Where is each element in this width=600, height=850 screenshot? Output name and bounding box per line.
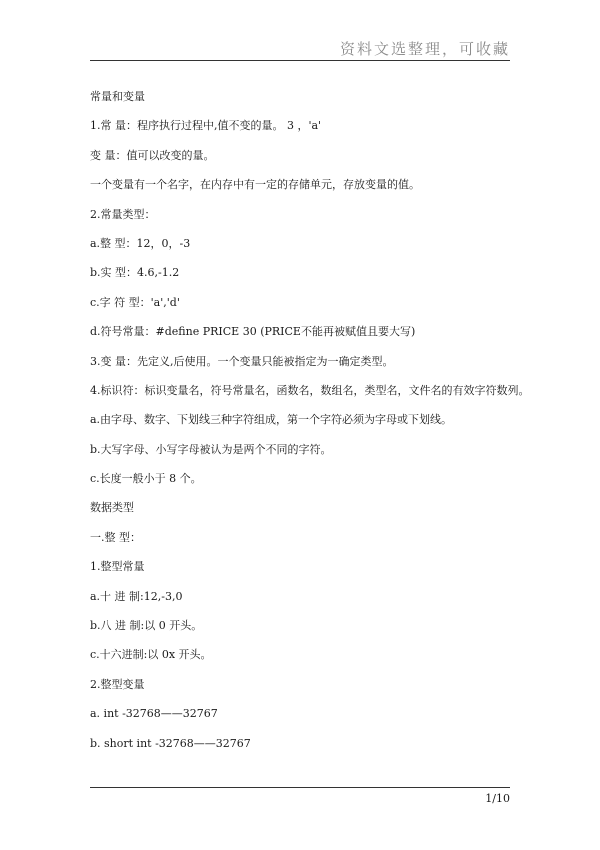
body-line: d.符号常量：#define PRICE 30 (PRICE不能再被赋值且要大写) <box>90 325 416 339</box>
header-divider <box>90 60 510 61</box>
body-line: 4.标识符：标识变量名，符号常量名，函数名，数组名，类型名，文件名的有效字符数列。 <box>90 383 530 397</box>
body-line: 变 量：值可以改变的量。 <box>90 148 215 162</box>
document-body <box>90 90 530 766</box>
body-line: b.八 进 制:以 0 开头。 <box>90 619 203 633</box>
body-line: c.十六进制:以 0x 开头。 <box>90 648 212 662</box>
body-line: 一个变量有一个名字，在内存中有一定的存储单元，存放变量的值。 <box>90 178 420 192</box>
body-line: a.整 型：12，0，-3 <box>90 236 191 250</box>
body-line: 1.整型常量 <box>90 560 145 574</box>
body-line: c.字 符 型：'a','d' <box>90 295 180 309</box>
body-line: b. short int -32768——32767 <box>90 736 251 750</box>
body-line: a.由字母、数字、下划线三种字符组成，第一个字符必须为字母或下划线。 <box>90 413 453 427</box>
body-line: a.十 进 制:12,-3,0 <box>90 589 183 603</box>
body-line: 2.整型变量 <box>90 677 145 691</box>
body-line: b.实 型：4.6,-1.2 <box>90 266 180 280</box>
body-line: 1.常 量：程序执行过程中,值不变的量。 3 ，'a' <box>90 119 322 133</box>
body-line: 常量和变量 <box>90 90 145 103</box>
body-line: 2.常量类型： <box>90 207 156 221</box>
body-line: 数据类型 <box>90 501 134 515</box>
body-line: b.大写字母、小写字母被认为是两个不同的字符。 <box>90 442 332 456</box>
page-header-title: 资料文选整理，可收藏 <box>339 40 510 58</box>
body-line: 3.变 量：先定义,后使用。一个变量只能被指定为一确定类型。 <box>90 354 394 368</box>
body-line: c.长度一般小于 8 个。 <box>90 472 202 486</box>
body-line: a. int -32768——32767 <box>90 707 218 721</box>
body-line: 一.整 型： <box>90 530 141 544</box>
footer-divider <box>90 787 510 788</box>
page-number: 1/10 <box>485 792 510 805</box>
